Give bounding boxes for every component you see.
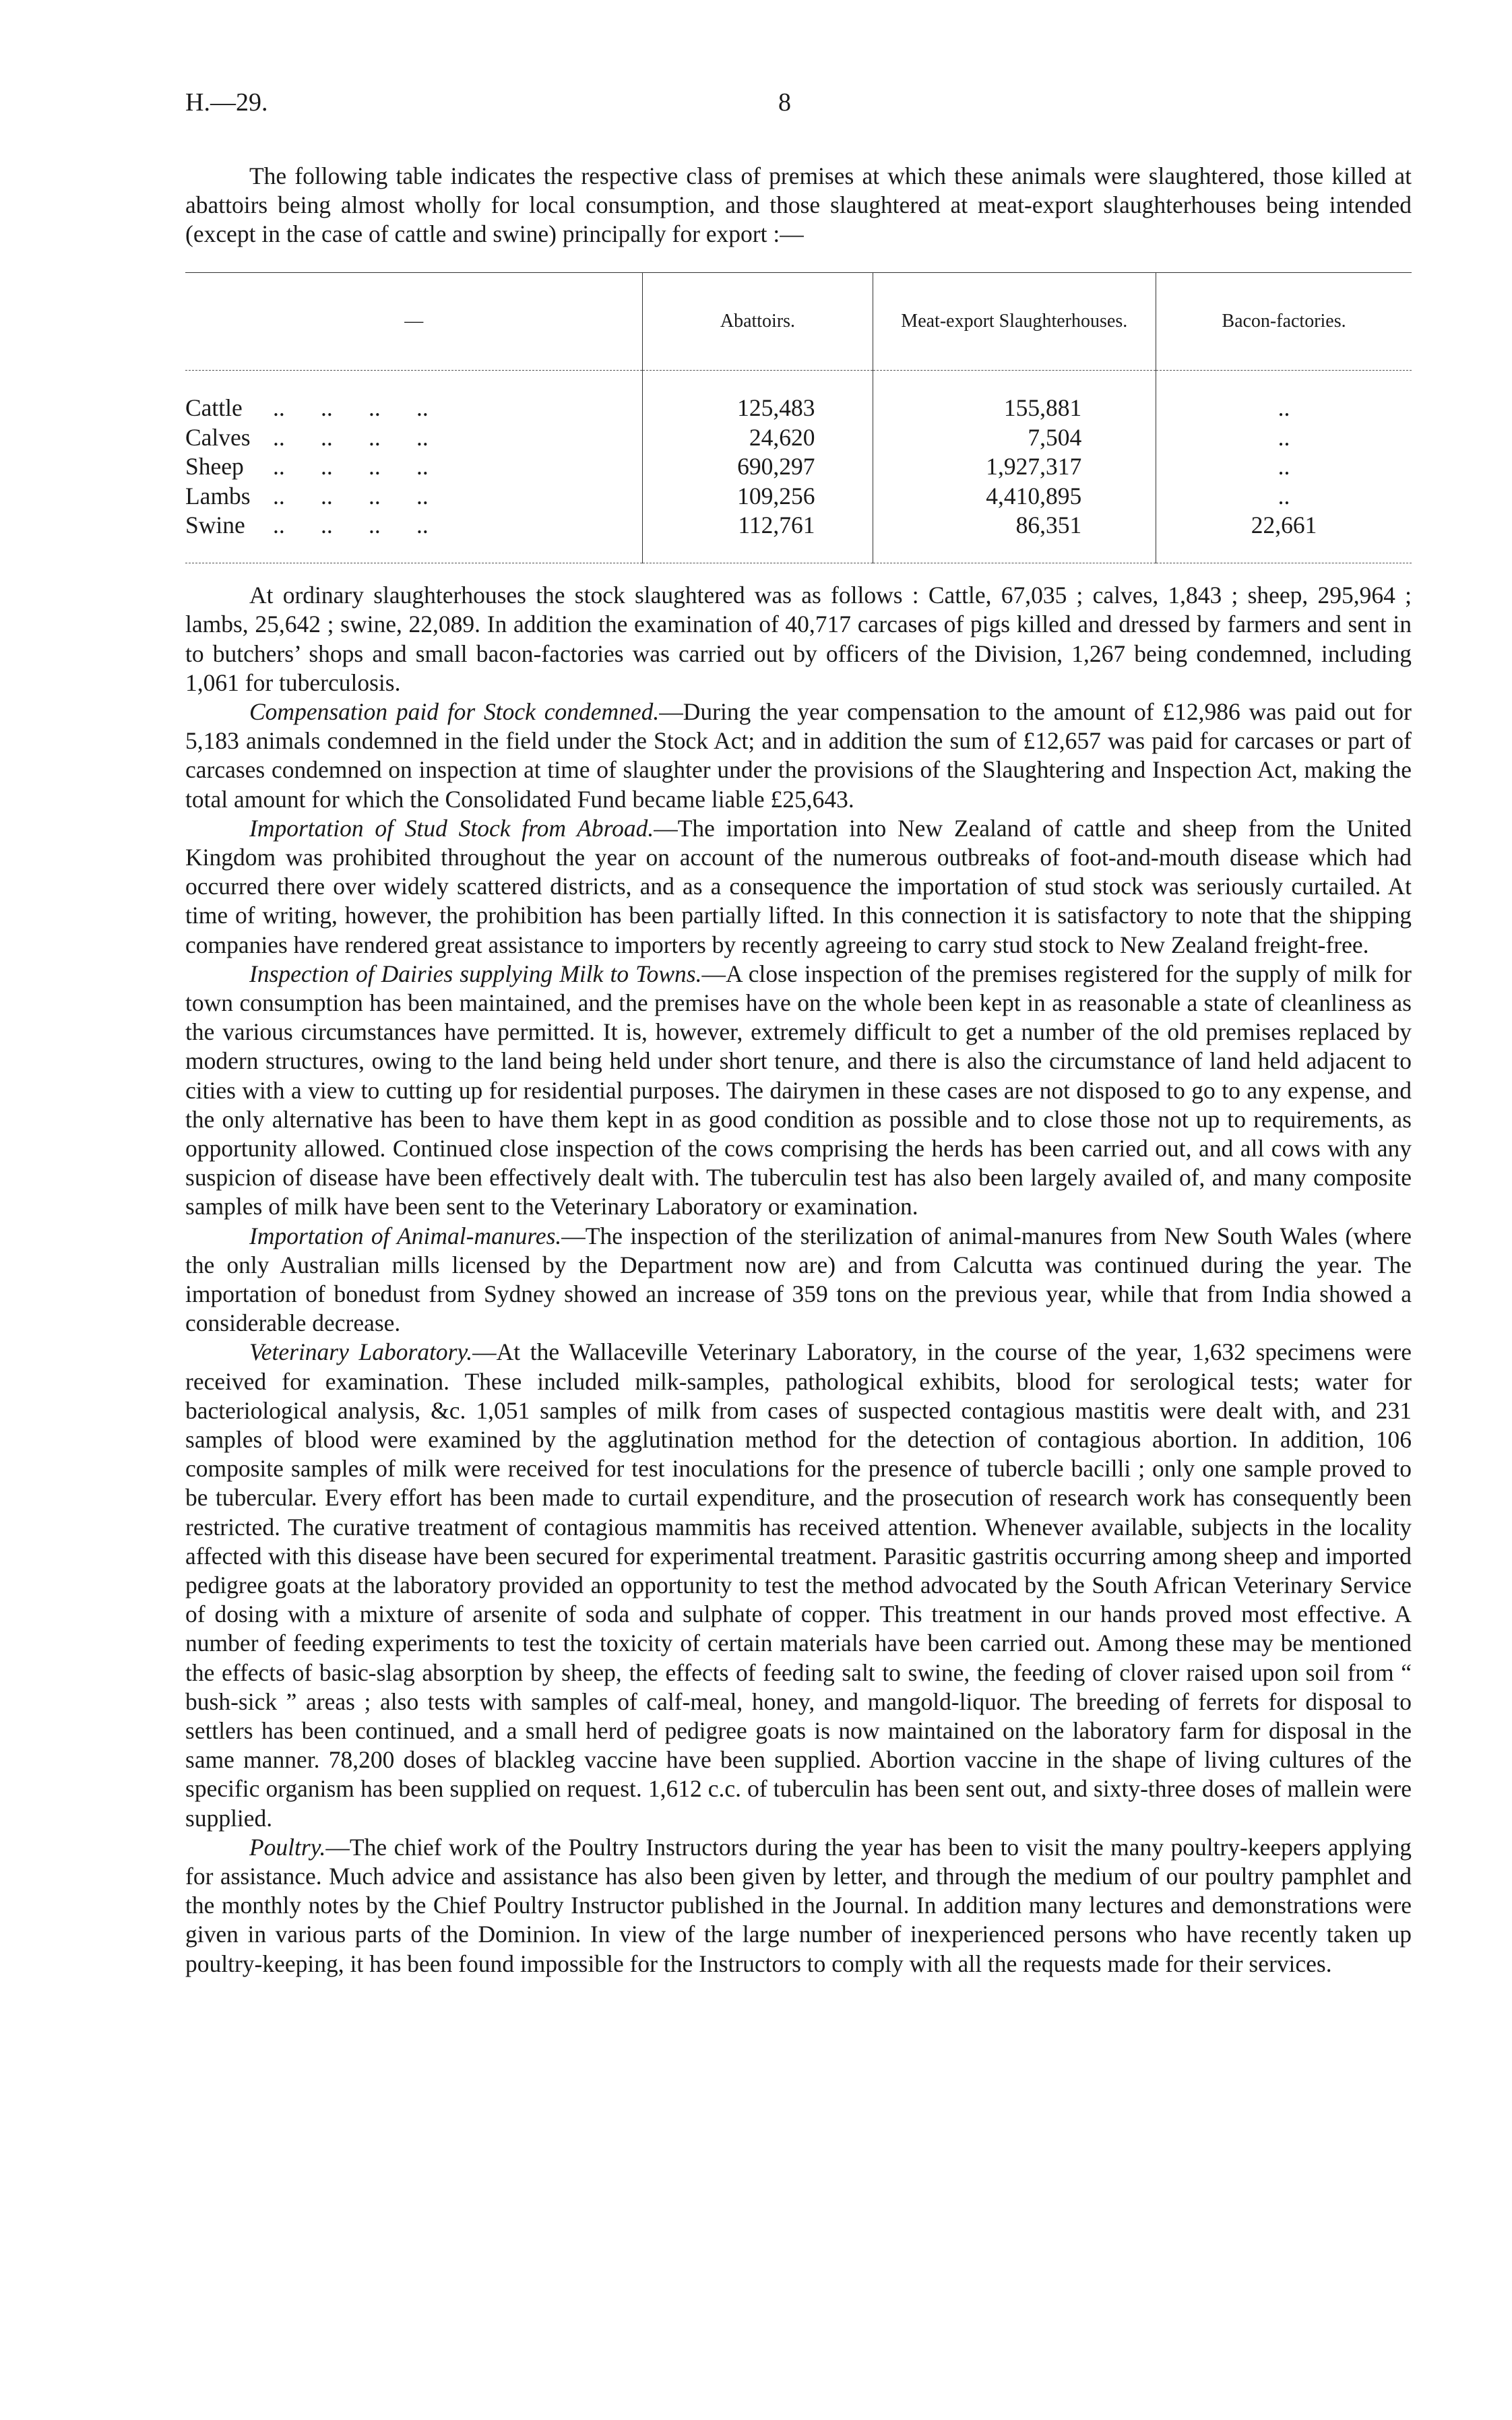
table-header-row — [185, 272, 1412, 370]
table-row — [185, 423, 1412, 452]
paragraph-text: At ordinary slaughterhouses the stock slaughtered was as follows : Cattle, 67,035 ; calves, 1,843 ; sheep, 295,964 ; lambs, 25,642 ; swine, 22,089. In addition the examination of 40,717 carcases of pigs killed and dressed by farmers and sent in to butchers’ shops and small bacon-factories was carried out by officers of the Division, 1,267 being condemned, including 1,061 for tuberculosis. — [185, 582, 1412, 696]
abattoirs-value: 112,761 — [738, 511, 815, 539]
paragraph-text: —At the Wallaceville Veterinary Laboratory, in the course of the year, 1,632 specimens were received for examination. These included milk-samples, pathological exhibits, blood for serological tests; water for bacteriological analysis, &c. 1,051 samples of milk from cases of suspected contagious mastitis were dealt with, and 231 samples of blood were examined by the agglutination method for the detection of contagious abortion. In addition, 106 composite samples of milk were received for test inoculations for the presence of tubercle bacilli ; only one sample proved to be tubercular. Every effort has been made to curtail expenditure, and the prosecution of research work has consequently been restricted. The curative treatment of contagious mammitis has received attention. Whenever available, subjects in the locality affected with this disease have been secured for experimental treatment. Parasitic gastritis occurring among sheep and imported pedigree goats at the laboratory provided an opportunity to test the method advocated by the South African Veterinary Service of dosing with a mixture of arsenite of soda and sulphate of copper. This treatment in our hands proved most effective. A number of feeding experiments to test the toxicity of certain materials have been carried out. Among these may be mentioned the effects of basic-slag absorption by sheep, the effects of feeding salt to swine, the feeding of clover raised upon soil from “ bush-sick ” areas ; also tests with samples of calf-meal, honey, and mangold-liquor. The breeding of ferrets for disposal to settlers has been continued, and a small herd of pedigree goats is now maintained on the laboratory farm for disposal in the same manner. 78,200 doses of blackleg vaccine have been supplied. Abortion vaccine in the shape of living cultures of the specific organism has been supplied on request. 1,612 c.c. of tuberculin has been sent out, and sixty-three doses of mallein were supplied. — [185, 1338, 1412, 1832]
header-blank: — — [185, 272, 643, 370]
header-bacon-factories: Bacon-factories. — [1156, 272, 1412, 370]
paragraph-heading: Poultry. — [249, 1833, 326, 1861]
abattoirs-value: 690,297 — [737, 453, 815, 480]
abattoirs-value: 125,483 — [737, 394, 815, 422]
header-abattoirs: Abattoirs. — [643, 272, 873, 370]
paragraph-text: —During the year compensation to the amount of £12,986 was paid out for 5,183 animals condemned in the field under the Stock Act; and in addition the sum of £12,657 was paid for carcases or part of carcases condemned on inspection at time of slaughter under the provisions of the Slaughtering and Inspection Act, making the total amount for which the Consolidated Fund became liable £25,643. — [185, 697, 1412, 813]
row-label: Sheep — [185, 453, 244, 480]
paragraph-poultry — [185, 1833, 1412, 1979]
paragraph-text: —The inspection of the sterilization of animal-manures from New South Wales (where the only Australian mills licensed by the Department now are) and from Calcutta was continued during the year. The importation of bonedust from Sydney showed an increase of 359 tons on the previous year, while that from India showed a considerable decrease. — [185, 1222, 1412, 1337]
meat-export-value: 86,351 — [1015, 511, 1082, 539]
document-page — [185, 88, 1412, 1979]
slaughter-table — [185, 272, 1412, 564]
leader-dots: .. .. .. .. — [273, 394, 429, 422]
bacon-value: .. — [1278, 423, 1290, 451]
paragraph-dairies — [185, 960, 1412, 1222]
paragraph-heading: Inspection of Dairies supplying Milk to Towns. — [249, 960, 702, 987]
page-number: 8 — [778, 88, 791, 117]
paragraph-ordinary-slaughterhouses — [185, 581, 1412, 697]
row-label: Cattle — [185, 394, 243, 422]
table-row — [185, 481, 1412, 511]
document-reference: H.—29. — [185, 88, 268, 117]
abattoirs-value: 109,256 — [737, 482, 815, 509]
paragraph-text: —A close inspection of the premises registered for the supply of milk for town consumption has been maintained, and the premises have on the whole been kept in as reasonable a state of cleanliness as the various circumstances have permitted. It is, however, extremely difficult to get a number of the old premises replaced by modern structures, owing to the land being held under short tenure, and there is also the circumstance of land held adjacent to cities with a view to cutting up for residential purposes. The dairymen in these cases are not disposed to go to any expense, and the only alternative has been to have them kept in as good condition as possible and to close those not up to requirements, as opportunity allowed. Continued close inspection of the cows comprising the herds has been carried out, and all cows with any suspicion of disease have been effectively dealt with. The tuberculin test has also been largely availed of, and many composite samples of milk have been sent to the Veterinary Laboratory or examination. — [185, 960, 1412, 1220]
table-row — [185, 511, 1412, 563]
row-label: Calves — [185, 423, 251, 451]
intro-paragraph: The following table indicates the respective class of premises at which these animals were slaughtered, those killed at abattoirs being almost wholly for local consumption, and those slaughtered at meat-export slaughterhouses being intended (except in the case of cattle and swine) principally for export :— — [185, 162, 1412, 248]
paragraph-animal-manures — [185, 1222, 1412, 1338]
meat-export-value: 155,881 — [1003, 394, 1082, 422]
bacon-value: .. — [1278, 394, 1290, 422]
paragraph-veterinary-laboratory — [185, 1338, 1412, 1832]
header-meat-export: Meat-export Slaughterhouses. — [873, 272, 1156, 370]
paragraph-text: —The chief work of the Poultry Instructors during the year has been to visit the many poultry-keepers applying for assistance. Much advice and assistance has also been given by letter, and through the medium of our poultry pamphlet and the monthly notes by the Chief Poultry Instructor published in the Journal. In addition many lectures and demonstrations were given in various parts of the Dominion. In view of the large number of inexperienced persons who have recently taken up poultry-keeping, it has been found impossible for the Instructors to comply with all the requests made for their services. — [185, 1833, 1412, 1977]
leader-dots: .. .. .. .. — [273, 423, 429, 451]
paragraph-compensation — [185, 697, 1412, 814]
bacon-value: .. — [1278, 453, 1290, 480]
bacon-value: .. — [1278, 482, 1290, 509]
paragraph-heading: Compensation paid for Stock condemned. — [249, 697, 660, 725]
paragraph-text: —The importation into New Zealand of cattle and sheep from the United Kingdom was prohibited throughout the year on account of the numerous outbreaks of foot-and-mouth disease which had occurred there over widely scattered districts, and as a consequence the importation of stud stock was seriously curtailed. At time of writing, however, the prohibition has been partially lifted. In this connection it is satisfactory to note that the shipping companies have rendered great assistance to importers by recently agreeing to carry stud stock to New Zealand freight-free. — [185, 814, 1412, 958]
paragraph-heading: Importation of Stud Stock from Abroad. — [249, 814, 654, 842]
leader-dots: .. .. .. .. — [273, 482, 429, 509]
row-label: Lambs — [185, 482, 251, 509]
abattoirs-value: 24,620 — [749, 423, 815, 451]
leader-dots: .. .. .. .. — [273, 453, 429, 480]
table-row — [185, 370, 1412, 423]
table-row — [185, 452, 1412, 482]
paragraph-heading: Veterinary Laboratory. — [249, 1338, 473, 1366]
paragraph-stud-stock — [185, 814, 1412, 960]
leader-dots: .. .. .. .. — [273, 511, 429, 539]
meat-export-value: 4,410,895 — [986, 482, 1082, 509]
bacon-value: 22,661 — [1251, 511, 1317, 539]
paragraph-heading: Importation of Animal-manures. — [249, 1222, 562, 1249]
page-header — [185, 88, 1412, 135]
meat-export-value: 7,504 — [1028, 423, 1082, 451]
row-label: Swine — [185, 511, 245, 539]
meat-export-value: 1,927,317 — [986, 453, 1082, 480]
